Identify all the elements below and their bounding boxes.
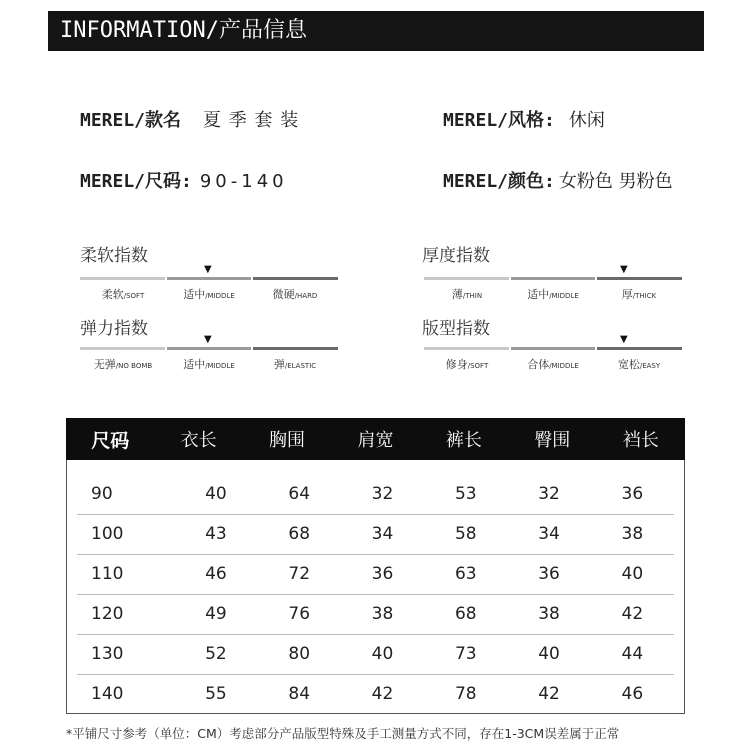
table-row [77,634,674,675]
product-size-value: 90-140 [199,171,288,192]
scale-label: 微硬/HARD [272,288,318,301]
table-cell: 140 [91,684,124,704]
table-cell: 63 [454,564,477,584]
elasticity-title: 弹力指数 [80,319,148,339]
table-cell: 68 [454,604,477,624]
product-name-value: 夏 季 套 装 [203,110,300,131]
product-style-label: MEREL/风格: [443,110,555,131]
product-name [80,106,299,132]
softness-marker-icon: ▼ [204,264,212,275]
product-style-value: 休闲 [568,110,605,131]
table-cell: 49 [205,604,227,624]
softness-title: 柔软指数 [80,246,148,266]
fit-labels [424,356,682,372]
table-row [77,594,674,635]
scale-segment [424,347,509,350]
table-cell: 90 [91,484,113,504]
fit-scale [424,347,682,350]
fit-marker-icon: ▼ [620,334,628,345]
product-size-label: MEREL/尺码: [80,171,192,192]
table-cell: 46 [205,564,227,584]
table-cell: 34 [371,524,394,544]
column-header: 尺码 [91,429,130,452]
table-cell: 55 [205,684,227,704]
table-cell: 53 [454,484,477,504]
table-cell: 80 [288,644,311,664]
table-cell: 120 [91,604,124,624]
scale-segment [167,347,252,350]
table-cell: 100 [91,524,124,544]
table-cell: 78 [454,684,477,704]
table-cell: 38 [621,524,644,544]
scale-label: 适中/MIDDLE [183,358,235,371]
scale-label: 宽松/EASY [617,358,661,371]
table-row [77,674,674,714]
scale-label: 薄/THIN [451,288,483,301]
scale-segment [80,277,165,280]
table-cell: 76 [288,604,311,624]
scale-label: 柔软/SOFT [101,288,145,301]
product-style [443,106,605,132]
table-cell: 40 [205,484,227,504]
column-header: 胸围 [269,430,306,451]
table-cell: 42 [621,604,644,624]
product-color-value: 女粉色 男粉色 [558,171,673,192]
table-cell: 58 [454,524,477,544]
table-cell: 130 [91,644,124,664]
table-cell: 44 [621,644,644,664]
product-size [80,167,288,193]
table-row [77,514,674,555]
table-cell: 43 [205,524,227,544]
table-cell: 46 [621,684,644,704]
table-cell: 42 [371,684,394,704]
table-cell: 64 [288,484,311,504]
table-cell: 36 [621,484,644,504]
table-cell: 38 [371,604,394,624]
softness-scale [80,277,338,280]
table-cell: 42 [538,684,560,704]
scale-label: 弹/ELASTIC [273,358,317,371]
measurement-footnote: *平铺尺寸参考（单位：CM）考虑部分产品版型特殊及手工测量方式不同，存在1-3CM误差属于正常 [66,726,620,741]
scale-segment [511,277,596,280]
table-cell: 84 [288,684,311,704]
scale-label: 厚/THICK [621,288,657,301]
scale-segment [253,277,338,280]
scale-label: 适中/MIDDLE [183,288,235,301]
table-cell: 40 [371,644,394,664]
scale-label: 适中/MIDDLE [527,288,579,301]
fit-title: 版型指数 [422,319,490,339]
product-color [443,167,673,193]
thickness-scale [424,277,682,280]
scale-segment [167,277,252,280]
scale-segment [511,347,596,350]
table-row [77,474,674,515]
scale-segment [424,277,509,280]
table-cell: 36 [538,564,560,584]
table-cell: 34 [538,524,560,544]
column-header: 裤长 [445,430,482,451]
column-header: 裆长 [622,430,659,451]
scale-label: 修身/SOFT [445,358,489,371]
table-cell: 40 [538,644,560,664]
table-cell: 32 [371,484,394,504]
size-table-header [66,418,685,460]
section-title: INFORMATION/产品信息 [60,18,307,43]
thickness-title: 厚度指数 [422,246,490,266]
size-table-body [66,460,685,714]
column-header: 臀围 [534,430,571,451]
table-cell: 68 [288,524,311,544]
scale-segment [597,347,682,350]
table-cell: 72 [288,564,311,584]
thickness-labels [424,286,682,302]
thickness-marker-icon: ▼ [620,264,628,275]
elasticity-marker-icon: ▼ [204,334,212,345]
table-cell: 110 [91,564,124,584]
table-row [77,554,674,595]
product-name-label: MEREL/款名 [80,110,182,131]
table-cell: 38 [538,604,560,624]
product-color-label: MEREL/颜色: [443,171,555,192]
table-cell: 52 [205,644,227,664]
softness-labels [80,286,338,302]
table-cell: 40 [621,564,644,584]
scale-segment [253,347,338,350]
scale-segment [597,277,682,280]
scale-label: 合体/MIDDLE [527,358,579,371]
table-cell: 73 [454,644,477,664]
elasticity-labels [80,356,338,372]
section-banner [48,11,704,51]
column-header: 衣长 [180,430,217,451]
elasticity-scale [80,347,338,350]
scale-label: 无弹/NO BOMB [93,358,153,371]
column-header: 肩宽 [357,430,394,451]
table-cell: 36 [371,564,394,584]
scale-segment [80,347,165,350]
table-cell: 32 [538,484,560,504]
